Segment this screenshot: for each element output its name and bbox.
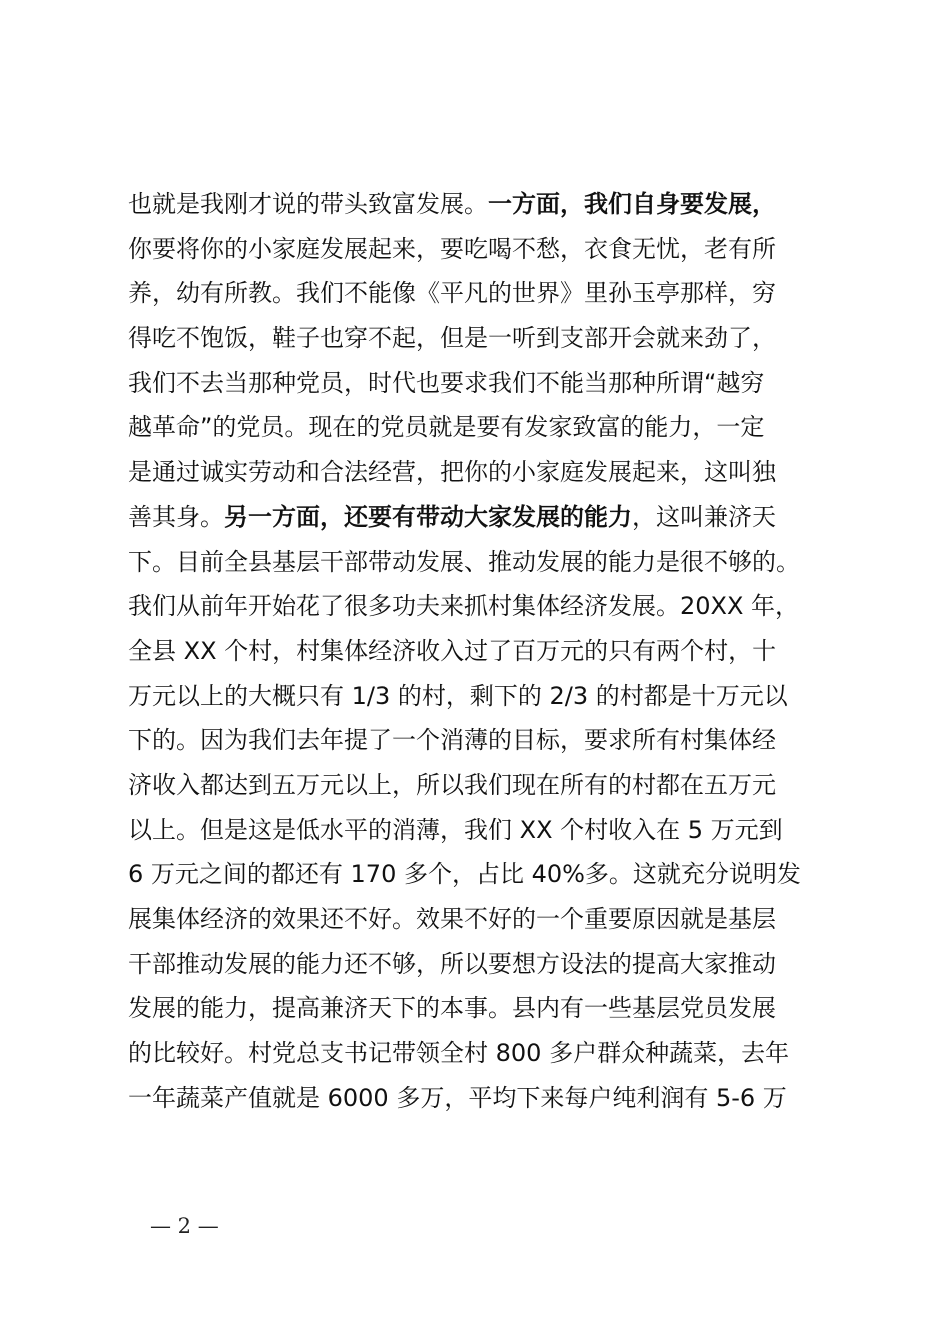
text-line (128, 1076, 838, 1121)
text-line (128, 1031, 838, 1076)
text-line (128, 986, 838, 1031)
text-run: 你要将你的小家庭发展起来，要吃喝不愁，衣食无忧，老有所 (128, 234, 776, 263)
text-run: 万元以上的大概只有 1/3 的村，剩下的 2/3 的村都是十万元以 (128, 681, 788, 710)
text-run: 得吃不饱饭，鞋子也穿不起，但是一听到支部开会就来劲了， (128, 324, 776, 353)
text-run: 我们不去当那种党员，时代也要求我们不能当那种所谓“越穷 (128, 368, 765, 397)
text-line (128, 271, 838, 316)
text-run: 养，幼有所教。我们不能像《平凡的世界》里孙玉亭那样，穷 (128, 279, 776, 308)
text-run: 也就是我刚才说的带头致富发展。 (128, 190, 488, 218)
body-paragraph (128, 182, 838, 1120)
text-run: 一年蔬菜产值就是 6000 多万，平均下来每户纯利润有 5-6 万 (128, 1083, 787, 1112)
text-line (128, 629, 838, 674)
text-run: 6 万元之间的都还有 170 多个，占比 40%多。这就充分说明发 (128, 860, 801, 889)
text-line (128, 808, 838, 853)
page-number: — 2 — (150, 1214, 219, 1238)
text-line (128, 182, 838, 227)
text-run: 下。目前全县基层干部带动发展、推动发展的能力是很不够的。 (128, 547, 800, 576)
text-line (128, 540, 838, 585)
text-line (128, 674, 838, 719)
text-run: 下的。因为我们去年提了一个消薄的目标，要求所有村集体经 (128, 726, 776, 755)
text-run: 的比较好。村党总支书记带领全村 800 多户群众种蔬菜，去年 (128, 1039, 790, 1068)
text-line (128, 227, 838, 272)
text-run: 济收入都达到五万元以上，所以我们现在所有的村都在五万元 (128, 770, 776, 799)
text-run: 我们从前年开始花了很多功夫来抓村集体经济发展。20XX 年， (128, 592, 800, 621)
text-run: 展集体经济的效果还不好。效果不好的一个重要原因就是基层 (128, 905, 776, 933)
text-line (128, 450, 838, 495)
text-line (128, 361, 838, 406)
text-run: 是通过诚实劳动和合法经营，把你的小家庭发展起来，这叫独 (128, 458, 776, 487)
text-line (128, 316, 838, 361)
bold-emphasis: 另一方面，还要有带动大家发展的能力 (224, 502, 632, 531)
text-line (128, 584, 838, 629)
text-line (128, 405, 838, 450)
text-run: 以上。但是这是低水平的消薄，我们 XX 个村收入在 5 万元到 (128, 815, 783, 844)
text-run: 越革命”的党员。现在的党员就是要有发家致富的能力，一定 (128, 413, 765, 442)
text-line (128, 763, 838, 808)
text-run: 发展的能力，提高兼济天下的本事。县内有一些基层党员发展 (128, 994, 776, 1023)
text-line (128, 495, 838, 540)
text-line (128, 897, 838, 942)
text-run: 干部推动发展的能力还不够，所以要想方设法的提高大家推动 (128, 949, 776, 978)
text-line (128, 852, 838, 897)
text-run: ，这叫兼济天 (632, 502, 776, 531)
text-line (128, 718, 838, 763)
text-run: 全县 XX 个村，村集体经济收入过了百万元的只有两个村，十 (128, 636, 777, 665)
text-run: 善其身。 (128, 502, 224, 531)
text-line (128, 942, 838, 987)
bold-emphasis: 一方面，我们自身要发展， (488, 190, 776, 218)
